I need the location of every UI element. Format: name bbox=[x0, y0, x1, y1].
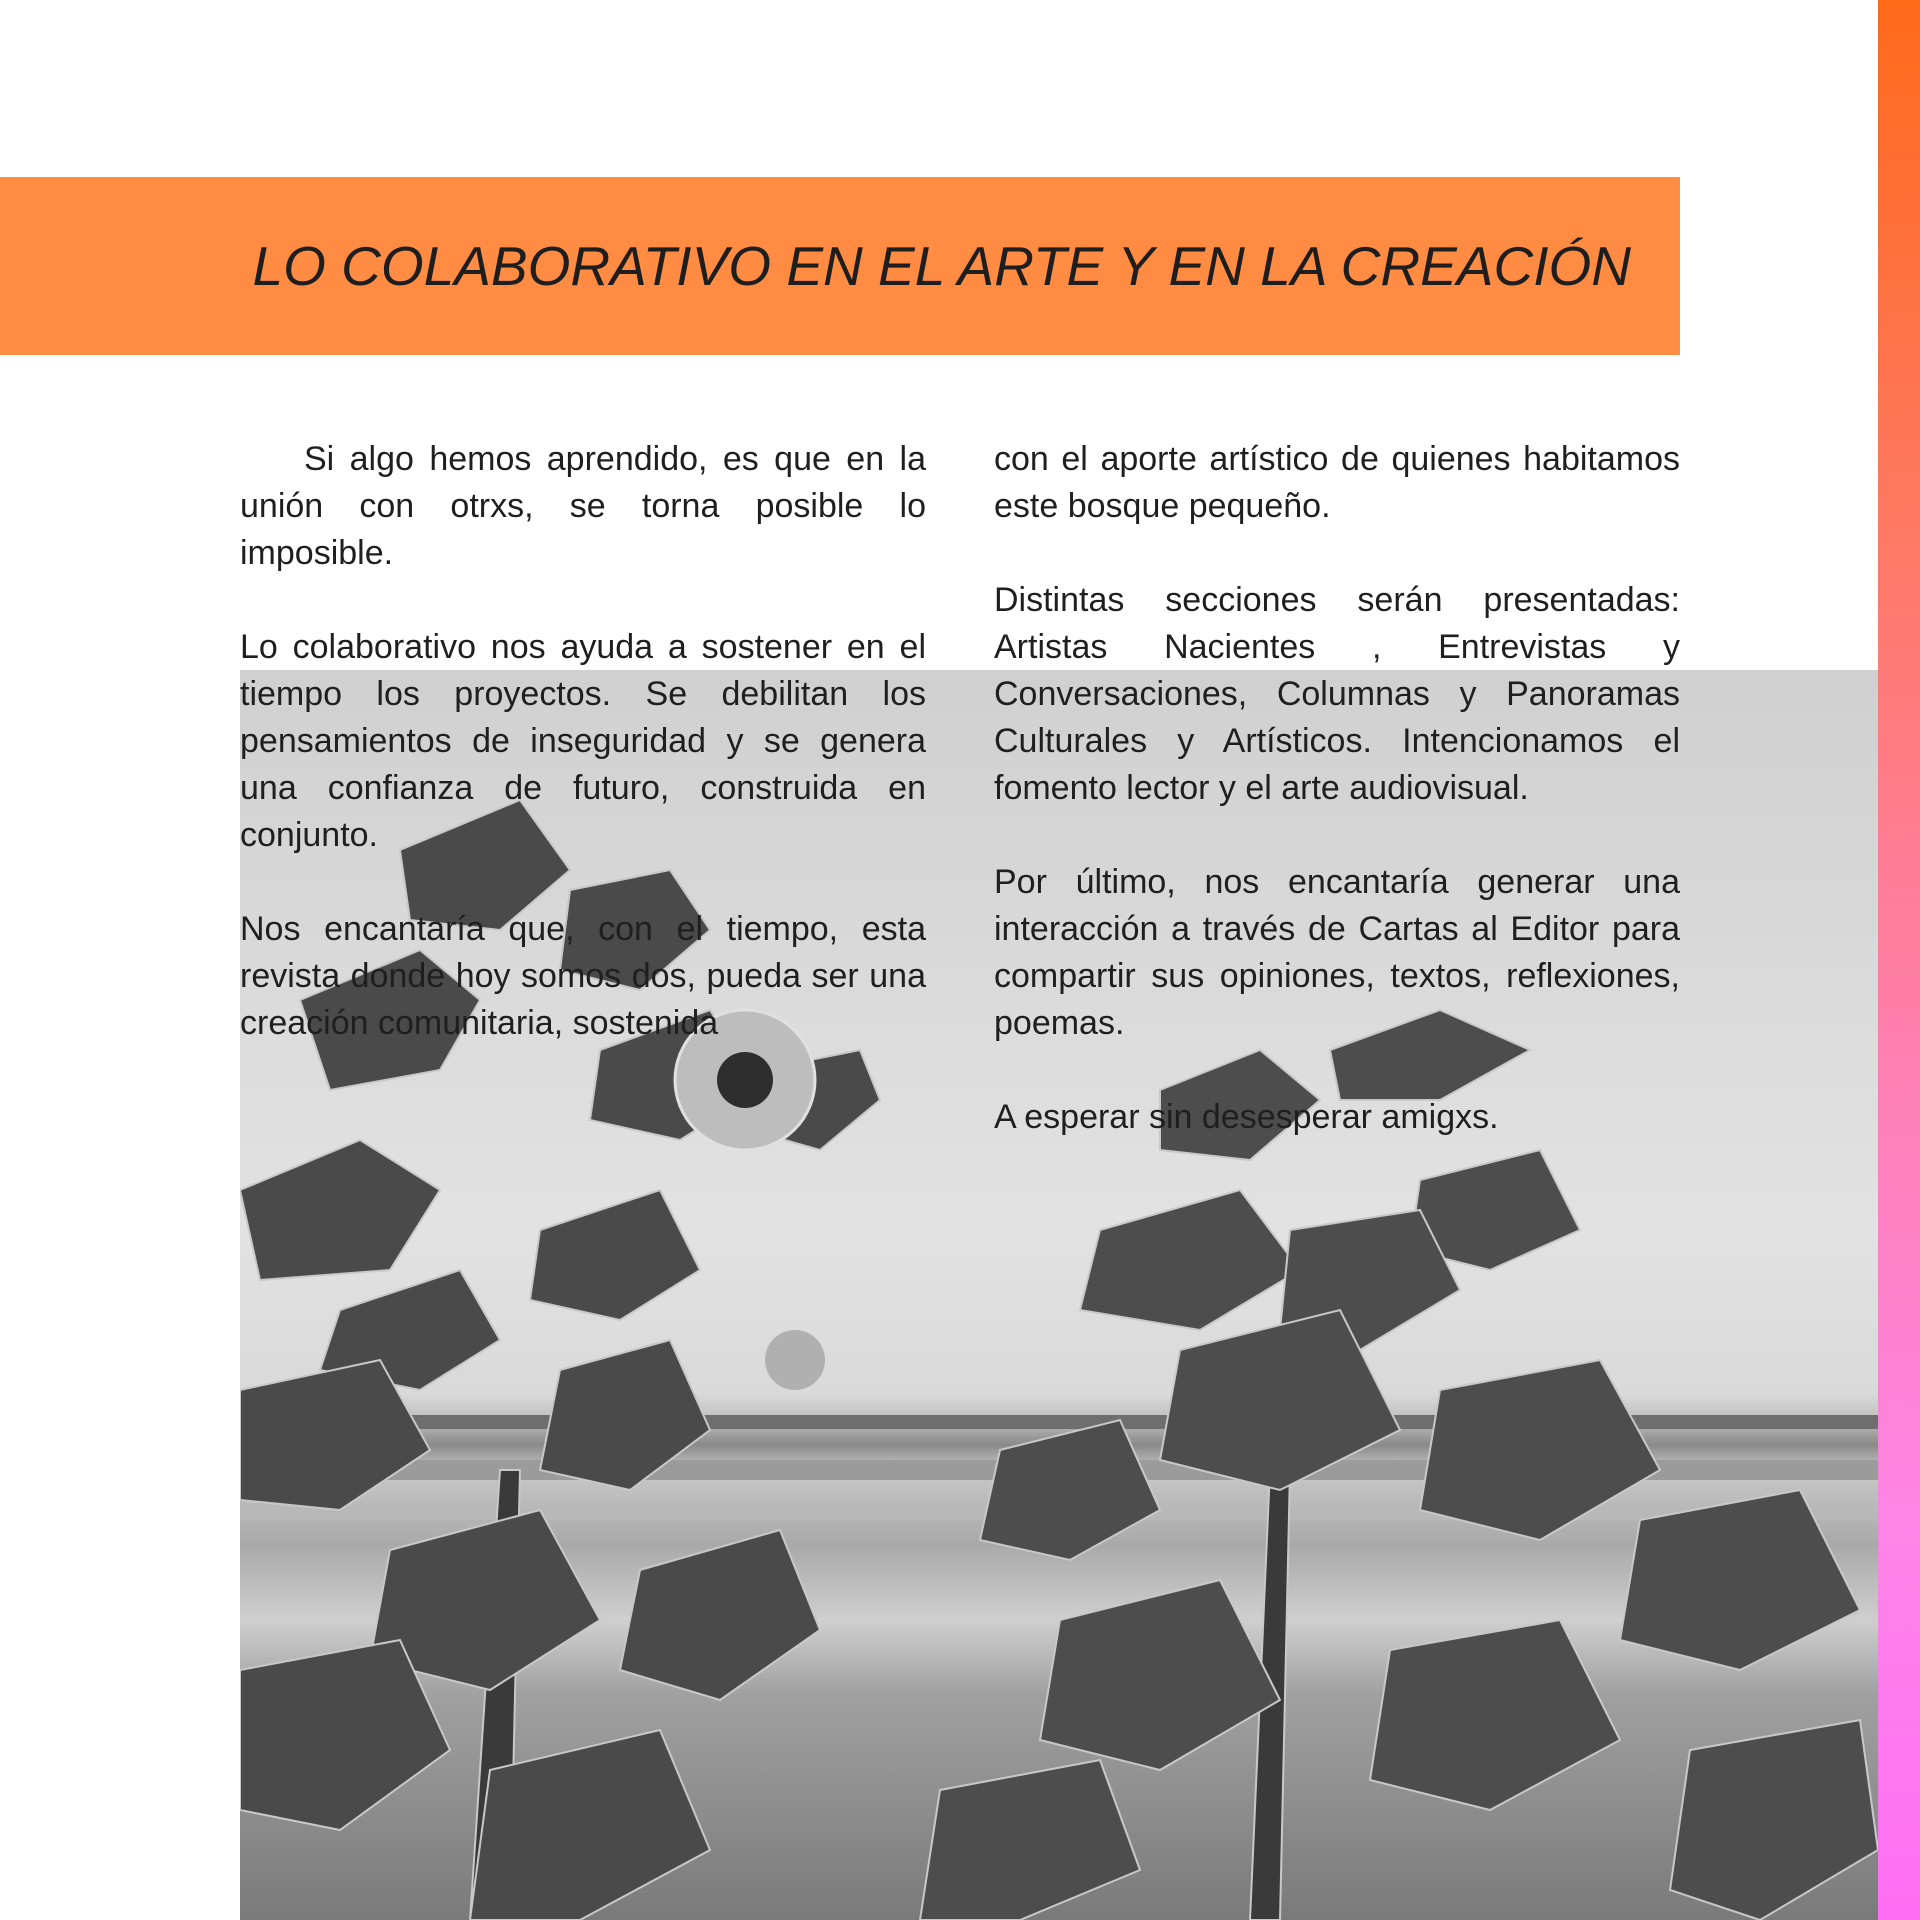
paragraph: Lo colaborativo nos ayuda a sostener en el tiempo los proyectos. Se debilitan los pensamientos de inseguridad y se genera una confianza de futuro, construida en conjunto. bbox=[240, 628, 926, 854]
title-banner bbox=[0, 177, 1680, 355]
page-title: LO COLABORATIVO EN EL ARTE Y EN LA CREACIÓN bbox=[252, 235, 1631, 297]
paragraph: A esperar sin desesperar amigxs. bbox=[994, 1098, 1499, 1136]
paragraph: con el aporte artístico de quienes habitamos este bosque pequeño. bbox=[994, 440, 1680, 525]
paragraph: Si algo hemos aprendido, es que en la unión con otrxs, se torna posible lo imposible. bbox=[240, 440, 926, 572]
gradient-side-strip bbox=[1878, 0, 1920, 1920]
text-column-left bbox=[240, 436, 926, 1047]
text-column-right bbox=[994, 436, 1680, 1141]
paragraph: Nos encantaría que, con el tiempo, esta revista donde hoy somos dos, pueda ser una creación comunitaria, sostenida bbox=[240, 910, 926, 1042]
paragraph: Distintas secciones serán presentadas: Artistas Nacientes , Entrevistas y Conversaciones, Columnas y Panoramas Culturales y Artísticos. Intencionamos el fomento lector y el arte audiovisual. bbox=[994, 581, 1680, 807]
paragraph: Por último, nos encantaría generar una interacción a través de Cartas al Editor para compartir sus opiniones, textos, reflexiones, poemas. bbox=[994, 863, 1680, 1042]
